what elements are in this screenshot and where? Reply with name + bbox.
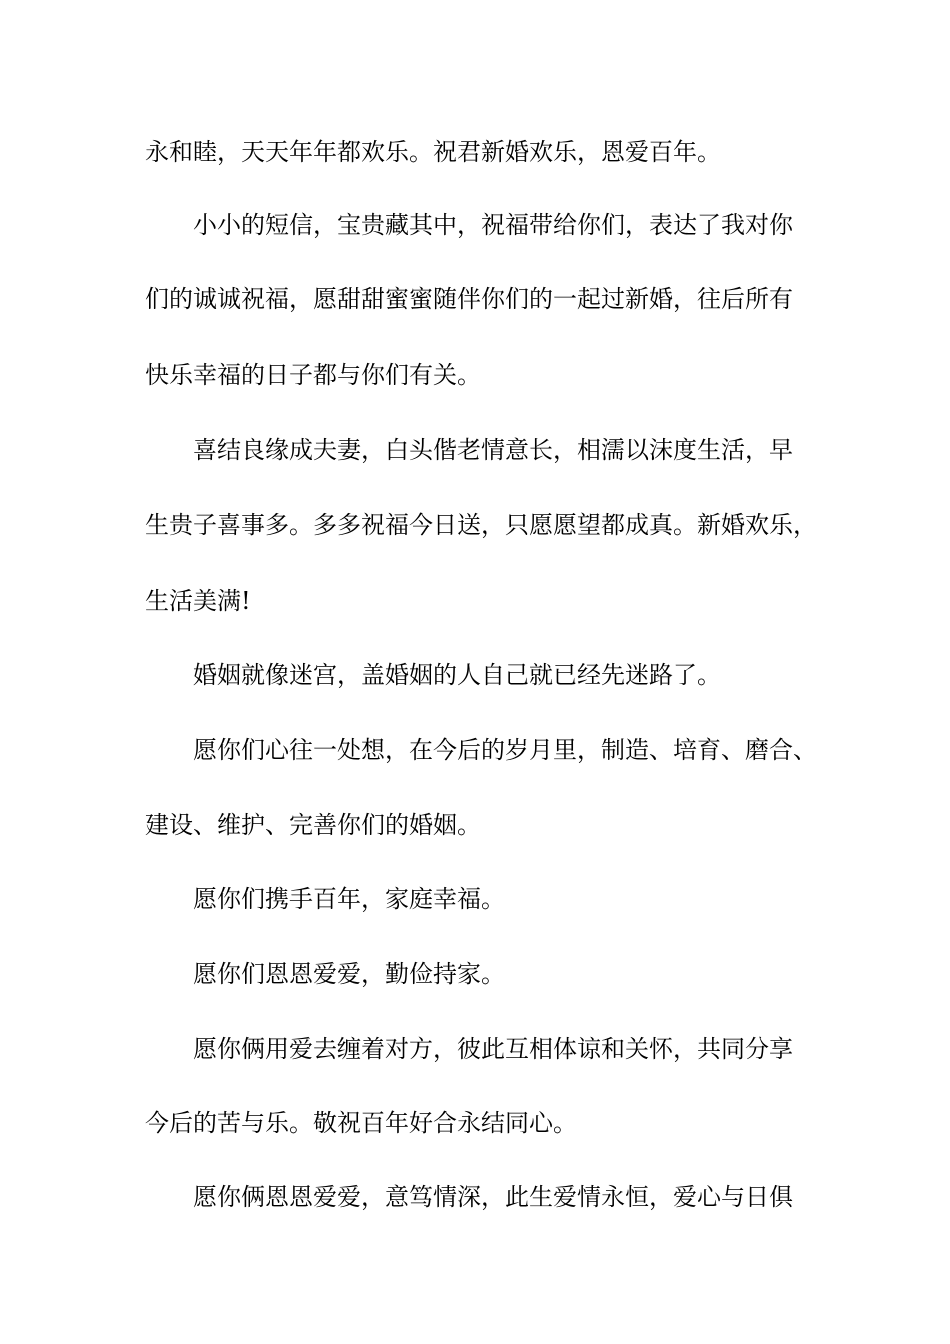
text-line: 快乐幸福的日子都与你们有关。 bbox=[145, 361, 481, 389]
paragraph-start-line: 愿你们心往一处想，在今后的岁月里，制造、培育、磨合、 bbox=[193, 736, 817, 764]
paragraph-start-line: 愿你俩用爱去缠着对方，彼此互相体谅和关怀，共同分享 bbox=[193, 1035, 793, 1063]
paragraph-start-line: 婚姻就像迷宫，盖婚姻的人自己就已经先迷路了。 bbox=[193, 661, 721, 689]
text-line: 今后的苦与乐。敬祝百年好合永结同心。 bbox=[145, 1109, 577, 1137]
text-line: 生活美满! bbox=[145, 587, 251, 615]
text-line: 生贵子喜事多。多多祝福今日送，只愿愿望都成真。新婚欢乐， bbox=[145, 511, 817, 539]
paragraph-start-line: 小小的短信，宝贵藏其中，祝福带给你们，表达了我对你 bbox=[193, 211, 793, 239]
text-line: 们的诚诚祝福，愿甜甜蜜蜜随伴你们的一起过新婚，往后所有 bbox=[145, 285, 793, 313]
paragraph-start-line: 愿你们恩恩爱爱，勤俭持家。 bbox=[193, 960, 505, 988]
paragraph-start-line: 愿你们携手百年，家庭幸福。 bbox=[193, 885, 505, 913]
paragraph-start-line: 愿你俩恩恩爱爱，意笃情深，此生爱情永恒，爱心与日俱 bbox=[193, 1183, 793, 1211]
text-line: 永和睦，天天年年都欢乐。祝君新婚欢乐，恩爱百年。 bbox=[145, 138, 721, 166]
paragraph-start-line: 喜结良缘成夫妻，白头偕老情意长，相濡以沫度生活，早 bbox=[193, 436, 793, 464]
text-line: 建设、维护、完善你们的婚姻。 bbox=[145, 811, 481, 839]
